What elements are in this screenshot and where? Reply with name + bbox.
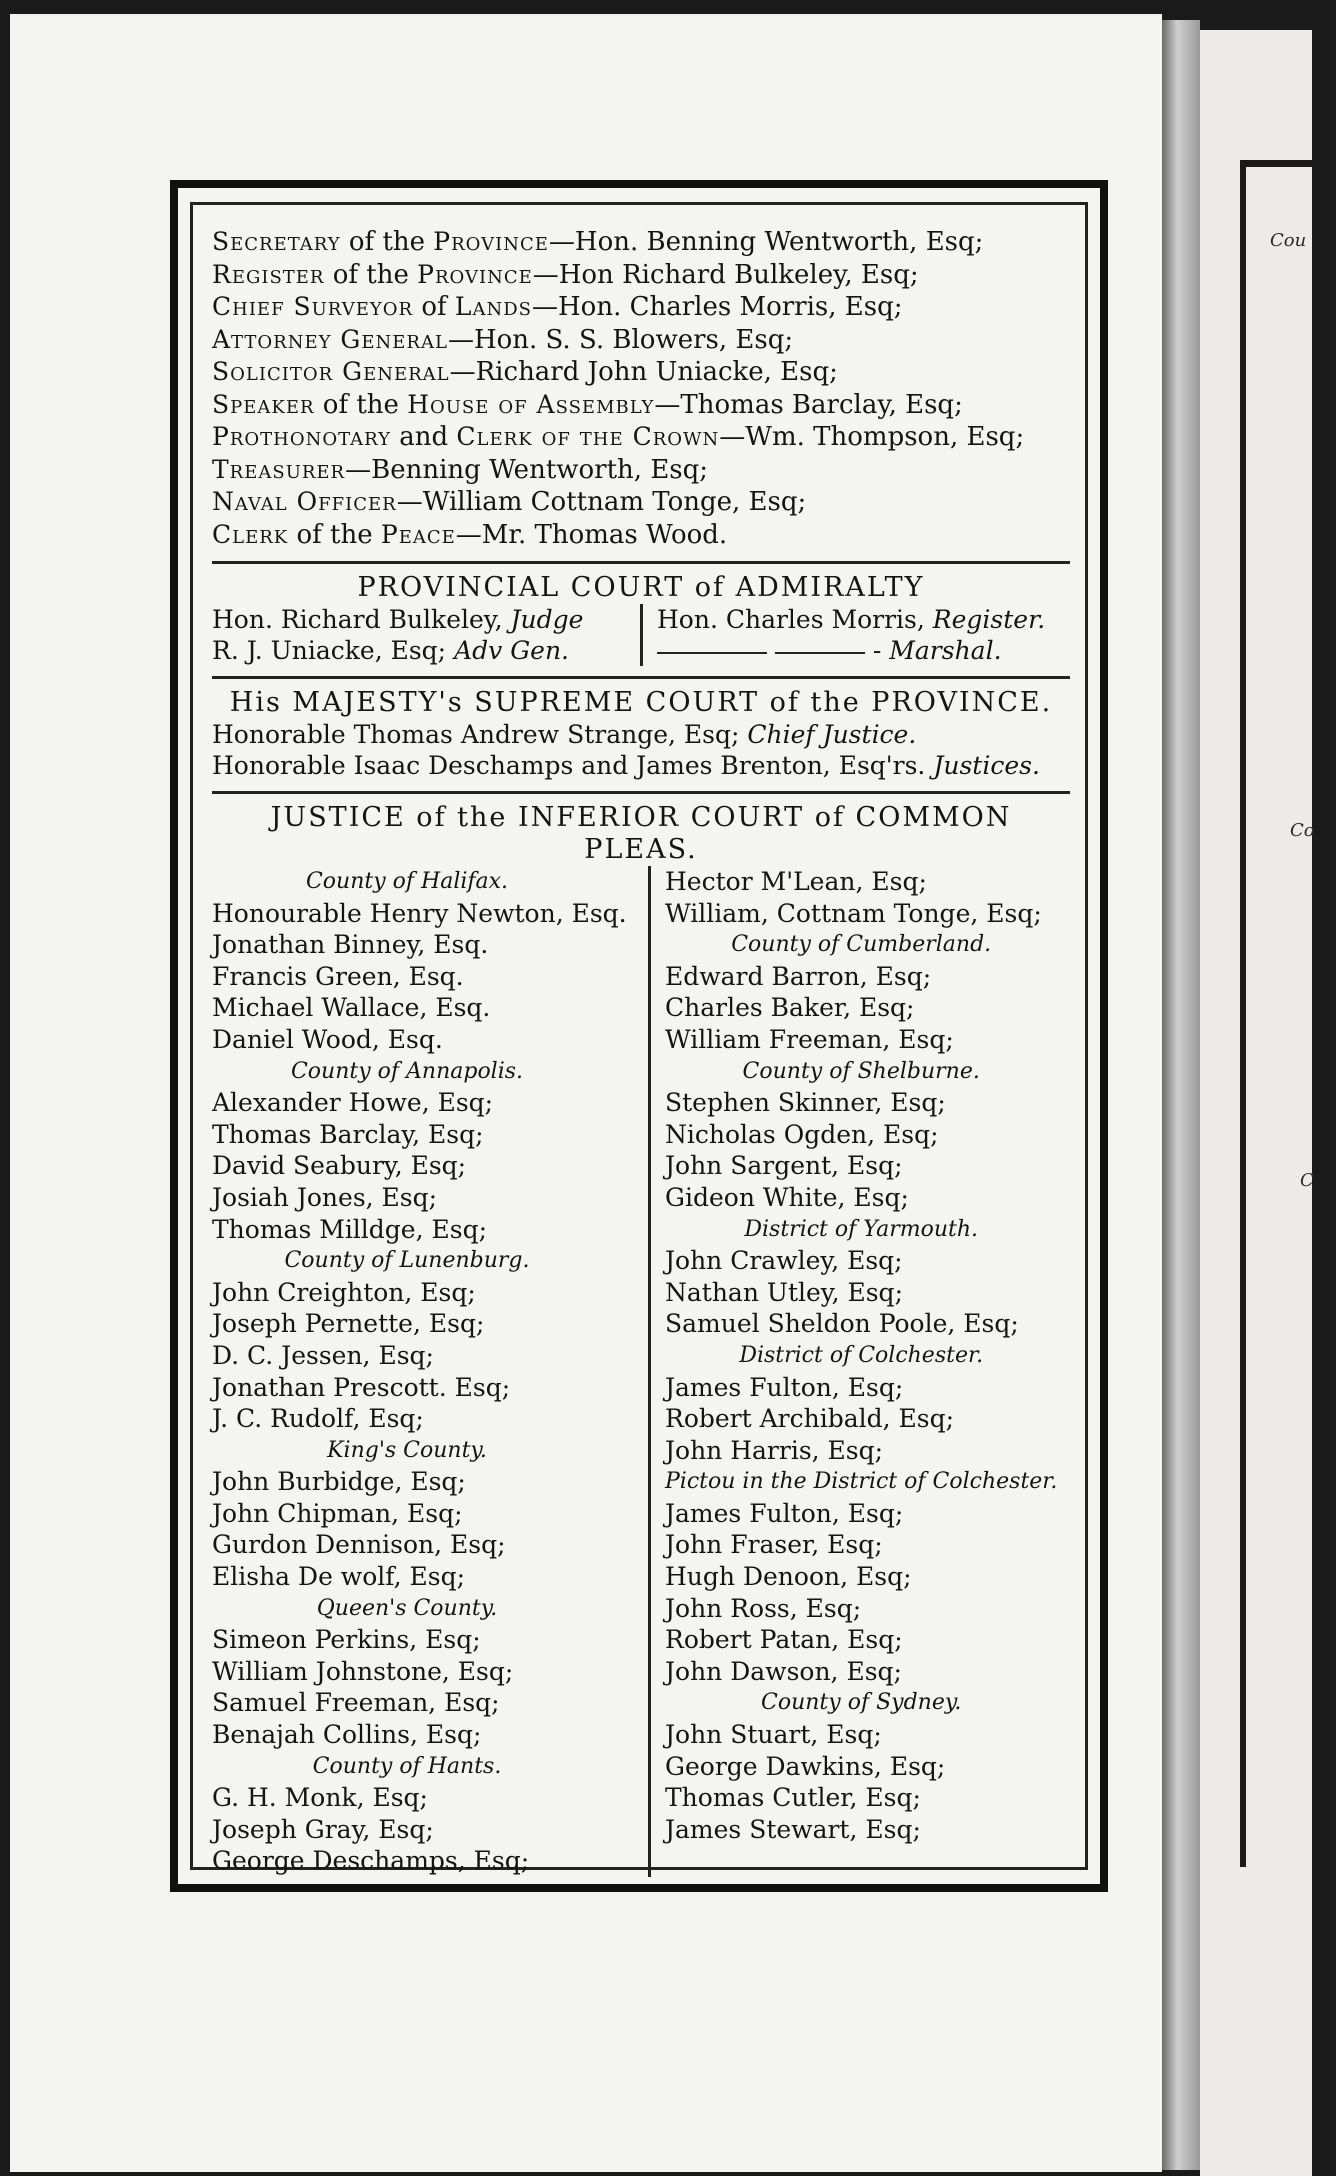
common-pleas-left-column bbox=[212, 866, 651, 1877]
page-gutter bbox=[1162, 20, 1200, 2170]
justice-name: Joseph Gray, Esq; bbox=[212, 1814, 434, 1844]
justice-name: Hector M'Lean, Esq; bbox=[665, 867, 927, 896]
adjacent-page-fragment: C bbox=[1300, 1170, 1314, 1191]
officer-entry bbox=[212, 291, 1070, 324]
office-holder: Richard John Uniacke, Esq; bbox=[475, 357, 838, 387]
justice-name: William Freeman, Esq; bbox=[665, 1024, 954, 1054]
justice-name: J. C. Rudolf, Esq; bbox=[212, 1404, 424, 1434]
register-content bbox=[212, 226, 1070, 1877]
admiralty-row: R. J. Uniacke, Esq; Adv Gen. - Marshal. bbox=[212, 636, 1002, 665]
justice-name: John Crawley, Esq; bbox=[665, 1246, 903, 1276]
office-title: Secretary bbox=[212, 227, 341, 256]
office-holder: Hon Richard Bulkeley, Esq; bbox=[558, 259, 919, 290]
office-title: Treasurer bbox=[212, 454, 346, 484]
office-title-secondary: Province bbox=[417, 259, 533, 289]
office-dash: — bbox=[532, 259, 559, 290]
county-heading: District of Colchester. bbox=[739, 1342, 984, 1368]
blank-line bbox=[657, 652, 767, 654]
common-pleas-columns bbox=[212, 866, 1070, 1877]
office-dash: — bbox=[345, 454, 372, 485]
justice-name: Benajah Collins, Esq; bbox=[212, 1720, 482, 1750]
office-holder: Thomas Barclay, Esq; bbox=[680, 389, 963, 420]
office-holder: William Cottnam Tonge, Esq; bbox=[422, 487, 807, 517]
officer-entry bbox=[212, 454, 1070, 487]
office-title: Solicitor General bbox=[212, 357, 450, 386]
justice-name: John Harris, Esq; bbox=[665, 1435, 884, 1465]
office-dash: — bbox=[548, 227, 575, 257]
justice-name: Edward Barron, Esq; bbox=[665, 961, 932, 991]
justice-name: Jonathan Prescott. Esq; bbox=[212, 1372, 511, 1402]
adjacent-page-fragment: Cou bbox=[1270, 230, 1307, 251]
office-dash: — bbox=[447, 324, 474, 355]
supreme-court-line bbox=[212, 750, 1070, 781]
justice-name: John Stuart, Esq; bbox=[665, 1720, 882, 1750]
justice-name: William Johnstone, Esq; bbox=[212, 1656, 514, 1686]
office-title-secondary: Province bbox=[433, 227, 549, 256]
officer-entry bbox=[212, 486, 1070, 519]
office-title: Speaker bbox=[212, 389, 315, 419]
justice-name: D. C. Jessen, Esq; bbox=[212, 1340, 434, 1370]
office-holder: Hon. S. S. Blowers, Esq; bbox=[473, 324, 794, 355]
justice-name: John Ross, Esq; bbox=[665, 1593, 862, 1623]
justice-name: John Creighton, Esq; bbox=[212, 1277, 476, 1307]
justice-name: Stephen Skinner, Esq; bbox=[665, 1088, 946, 1118]
officer-entry bbox=[212, 356, 1070, 389]
justice-name: Nathan Utley, Esq; bbox=[665, 1277, 903, 1307]
admiralty-advocate-name: R. J. Uniacke, Esq; bbox=[212, 636, 455, 665]
justice-name: Thomas Cutler, Esq; bbox=[665, 1783, 921, 1813]
justice-name: Hugh Denoon, Esq; bbox=[665, 1562, 912, 1592]
justice-name: George Deschamps, Esq; bbox=[212, 1846, 530, 1876]
justice-name: John Burbidge, Esq; bbox=[212, 1467, 466, 1497]
county-heading: Pictou in the District of Colchester. bbox=[665, 1469, 1058, 1495]
admiralty-judge-role: Judge bbox=[510, 605, 584, 634]
justice-name: Gurdon Dennison, Esq; bbox=[212, 1530, 506, 1560]
admiralty-row bbox=[212, 604, 1070, 635]
justice-name: Jonathan Binney, Esq. bbox=[212, 930, 489, 960]
justice-name: Daniel Wood, Esq. bbox=[212, 1024, 443, 1054]
justice-name: James Stewart, Esq; bbox=[665, 1814, 921, 1844]
office-connector: of the bbox=[340, 227, 434, 257]
office-title-secondary: Lands bbox=[454, 292, 532, 321]
justice-name: Gideon White, Esq; bbox=[665, 1182, 909, 1212]
chief-justice-name: Honorable Thomas Andrew Strange, Esq; bbox=[212, 720, 748, 749]
county-heading: County of Cumberland. bbox=[731, 932, 992, 958]
justice-name: Robert Patan, Esq; bbox=[665, 1625, 903, 1655]
office-holder: Benning Wentworth, Esq; bbox=[371, 454, 709, 485]
office-title-secondary: Peace bbox=[380, 519, 456, 549]
office-dash: — bbox=[719, 422, 746, 452]
office-holder: Wm. Thompson, Esq; bbox=[745, 422, 1025, 452]
justice-name: Simeon Perkins, Esq; bbox=[212, 1625, 481, 1655]
office-holder: Hon. Benning Wentworth, Esq; bbox=[574, 227, 984, 257]
justice-name: Nicholas Ogden, Esq; bbox=[665, 1119, 939, 1149]
office-connector: and bbox=[391, 422, 457, 452]
justice-name: Honourable Henry Newton, Esq. bbox=[212, 898, 627, 928]
office-connector: of bbox=[413, 292, 455, 322]
adjacent-page-fragment: Co bbox=[1290, 820, 1315, 841]
county-heading: King's County. bbox=[327, 1437, 487, 1463]
office-title: Register bbox=[212, 259, 325, 289]
justice-name: Thomas Milldge, Esq; bbox=[212, 1214, 487, 1244]
supreme-court-heading: His MAJESTY's SUPREME COURT of the PROVINCE. bbox=[229, 687, 1053, 718]
office-holder: Mr. Thomas Wood. bbox=[481, 519, 728, 550]
office-connector: of the bbox=[288, 519, 381, 550]
county-heading: Queen's County. bbox=[316, 1595, 498, 1621]
county-heading: District of Yarmouth. bbox=[744, 1216, 978, 1242]
justice-name: Francis Green, Esq. bbox=[212, 961, 464, 991]
justice-name: George Dawkins, Esq; bbox=[665, 1751, 946, 1781]
justice-name: William, Cottnam Tonge, Esq; bbox=[665, 898, 1042, 928]
justice-name: David Seabury, Esq; bbox=[212, 1151, 467, 1181]
justice-name: Michael Wallace, Esq. bbox=[212, 993, 491, 1023]
justice-name: Samuel Sheldon Poole, Esq; bbox=[665, 1309, 1019, 1339]
admiralty-judge-name: Hon. Richard Bulkeley, bbox=[212, 605, 511, 634]
officer-entry bbox=[212, 324, 1070, 357]
office-dash: — bbox=[449, 357, 476, 387]
section-divider bbox=[212, 791, 1070, 794]
county-heading: County of Shelburne. bbox=[742, 1058, 980, 1084]
office-title: Chief Surveyor bbox=[212, 292, 414, 321]
blank-line bbox=[775, 652, 865, 654]
justice-name: James Fulton, Esq; bbox=[665, 1498, 904, 1528]
officer-entry bbox=[212, 519, 1070, 552]
justice-name: Elisha De wolf, Esq; bbox=[212, 1562, 466, 1592]
office-connector: of the bbox=[324, 259, 418, 290]
justice-name: Samuel Freeman, Esq; bbox=[212, 1688, 500, 1718]
office-dash: — bbox=[654, 389, 681, 420]
office-title-secondary: Clerk of the Crown bbox=[456, 422, 720, 451]
justice-name: Josiah Jones, Esq; bbox=[212, 1182, 438, 1212]
office-dash: — bbox=[532, 292, 558, 322]
office-connector: of the bbox=[314, 389, 408, 420]
admiralty-marshal-role: Marshal. bbox=[889, 636, 1002, 665]
office-title: Clerk bbox=[212, 519, 289, 549]
office-title: Attorney General bbox=[212, 324, 448, 354]
office-title-secondary: House of Assembly bbox=[407, 389, 655, 419]
common-pleas-heading: JUSTICE of the INFERIOR COURT of COMMON PLEAS. bbox=[270, 802, 1012, 865]
justice-name: Alexander Howe, Esq; bbox=[212, 1088, 494, 1118]
justice-name: G. H. Monk, Esq; bbox=[212, 1783, 428, 1813]
office-holder: Hon. Charles Morris, Esq; bbox=[558, 292, 903, 322]
chief-justice-role: Chief Justice. bbox=[747, 720, 917, 749]
county-heading: County of Halifax. bbox=[305, 869, 509, 894]
justice-name: James Fulton, Esq; bbox=[665, 1372, 904, 1402]
county-heading: County of Annapolis. bbox=[290, 1058, 524, 1084]
county-heading: County of Sydney. bbox=[761, 1690, 962, 1716]
justice-name: John Fraser, Esq; bbox=[665, 1530, 883, 1560]
office-dash: — bbox=[455, 519, 482, 550]
justice-name: Charles Baker, Esq; bbox=[665, 993, 915, 1023]
admiralty-heading: PROVINCIAL COURT of ADMIRALTY bbox=[357, 572, 925, 603]
section-divider bbox=[212, 676, 1070, 679]
officer-entry bbox=[212, 389, 1070, 422]
adjacent-page-frame bbox=[1240, 160, 1336, 1867]
county-heading: County of Lunenburg. bbox=[284, 1248, 530, 1274]
office-dash: — bbox=[396, 487, 423, 517]
justice-name: Joseph Pernette, Esq; bbox=[212, 1309, 485, 1339]
justice-name: John Sargent, Esq; bbox=[665, 1151, 903, 1181]
common-pleas-right-column bbox=[651, 866, 1057, 1877]
justice-name: Thomas Barclay, Esq; bbox=[212, 1119, 484, 1149]
justice-name: Robert Archibald, Esq; bbox=[665, 1404, 955, 1434]
officer-entry bbox=[212, 421, 1070, 454]
admiralty-advocate-role: Adv Gen. bbox=[454, 636, 570, 665]
office-title: Naval Officer bbox=[212, 487, 397, 516]
justices-names: Honorable Isaac Deschamps and James Brenton, Esq'rs. bbox=[212, 751, 934, 780]
admiralty-register-name: Hon. Charles Morris, bbox=[657, 605, 933, 634]
officers-register-frame bbox=[170, 180, 1108, 1892]
officer-entry bbox=[212, 259, 1070, 292]
admiralty-register-role: Register. bbox=[932, 605, 1046, 634]
provincial-officers-list bbox=[212, 226, 1070, 551]
section-divider bbox=[212, 561, 1070, 564]
officer-entry bbox=[212, 226, 1070, 259]
justice-name: John Dawson, Esq; bbox=[665, 1656, 902, 1686]
office-title: Prothonotary bbox=[212, 422, 391, 451]
supreme-court-line bbox=[212, 719, 1070, 750]
county-heading: County of Hants. bbox=[312, 1753, 502, 1779]
justice-name: John Chipman, Esq; bbox=[212, 1498, 463, 1528]
justices-role: Justices. bbox=[933, 751, 1040, 780]
